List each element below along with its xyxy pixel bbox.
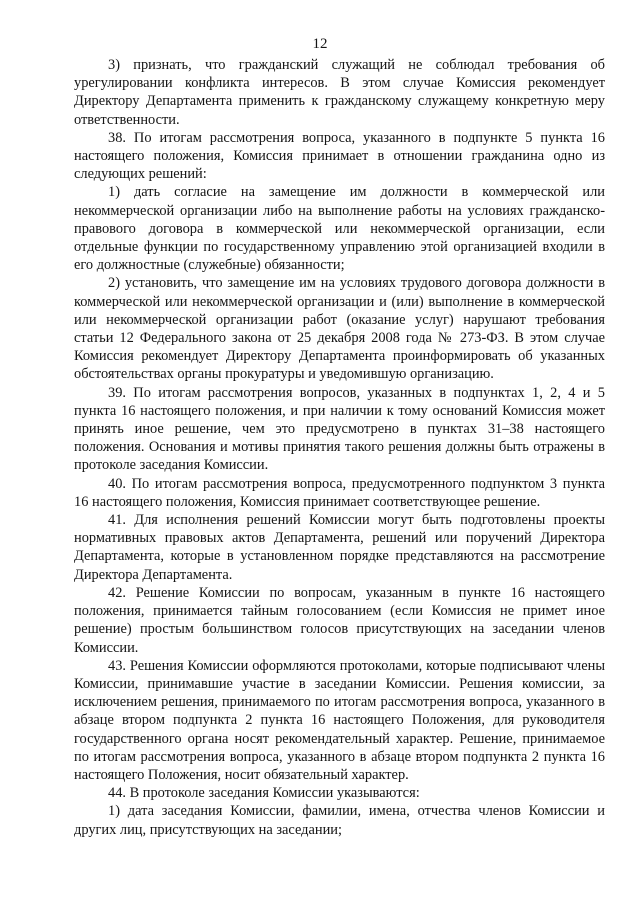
document-body (74, 56, 605, 839)
paragraph-40: 40. По итогам рассмотрения вопроса, предусмотренного подпунктом 3 пункта 16 настоящего положения, Комиссия принимает соответствующее решение. (74, 475, 605, 510)
paragraph-item-3-violation: 3) признать, что гражданский служащий не соблюдал требования об урегулировании конфликта интересов. В этом случае Комиссия рекомендует Директору Департамента применить к гражданскому служащему конкретную меру ответственности. (74, 57, 605, 128)
paragraph-44-item-1: 1) дата заседания Комиссии, фамилии, имена, отчества членов Комиссии и других лиц, присутствующих на заседании; (74, 803, 605, 838)
paragraph-42: 42. Решение Комиссии по вопросам, указанным в пункте 16 настоящего положения, принимается тайным голосованием (если Комиссия не примет иное решение) простым большинством голосов присутствующих на заседании членов Комиссии. (74, 584, 605, 656)
page-number: 12 (312, 36, 328, 52)
paragraph-38: 38. По итогам рассмотрения вопроса, указанного в подпункте 5 пункта 16 настоящего положения, Комиссия принимает в отношении гражданина одно из следующих решений: (74, 129, 605, 183)
paragraph-41: 41. Для исполнения решений Комиссии могут быть подготовлены проекты нормативных правовых актов Департамента, решений или поручений Директора Департамента, которые в установленном порядке представляются на рассмотрение Директора Департамента. (74, 512, 605, 583)
paragraph-38-item-2: 2) установить, что замещение им на условиях трудового договора должности в коммерческой или некоммерческой организации и (или) выполнение в коммерческой или некоммерческой организации работ (оказание услуг) нарушают требования статьи 12 Федерального закона от 25 декабря 2008 года № 273-ФЗ. В этом случае Комиссия рекомендует Директору Департамента проинформировать об указанных обстоятельствах органы прокуратуры и уведомившую организацию. (74, 275, 605, 383)
paragraph-38-item-1: 1) дать согласие на замещение им должности в коммерческой или некоммерческой организации либо на выполнение работы на условиях гражданско-правового договора в коммерческой или некоммерческой организации, если отдельные функции по государственному управлению этой организацией входили в его должностные (служебные) обязанности; (74, 184, 605, 274)
paragraph-43: 43. Решения Комиссии оформляются протоколами, которые подписывают члены Комиссии, принимавшие участие в заседании Комиссии. Решения комиссии, за исключением решения, принимаемого по итогам рассмотрения вопроса, указанного в абзаце втором подпункта 2 пункта 16 настоящего Положения, для руководителя государственного органа носят рекомендательный характер. Решение, принимаемое по итогам рассмотрения вопроса, указанного в абзаце втором подпункта 2 пункта 16 настоящего Положения, носит обязательный характер. (74, 657, 605, 783)
paragraph-39: 39. По итогам рассмотрения вопросов, указанных в подпунктах 1, 2, 4 и 5 пункта 16 настоящего положения, и при наличии к тому оснований Комиссия может принять иное решение, чем это предусмотрено в пунктах 31–38 настоящего положения. Основания и мотивы принятия такого решения должны быть отражены в протоколе заседания Комиссии. (74, 384, 605, 474)
paragraph-44: 44. В протоколе заседания Комиссии указываются: (108, 785, 420, 802)
